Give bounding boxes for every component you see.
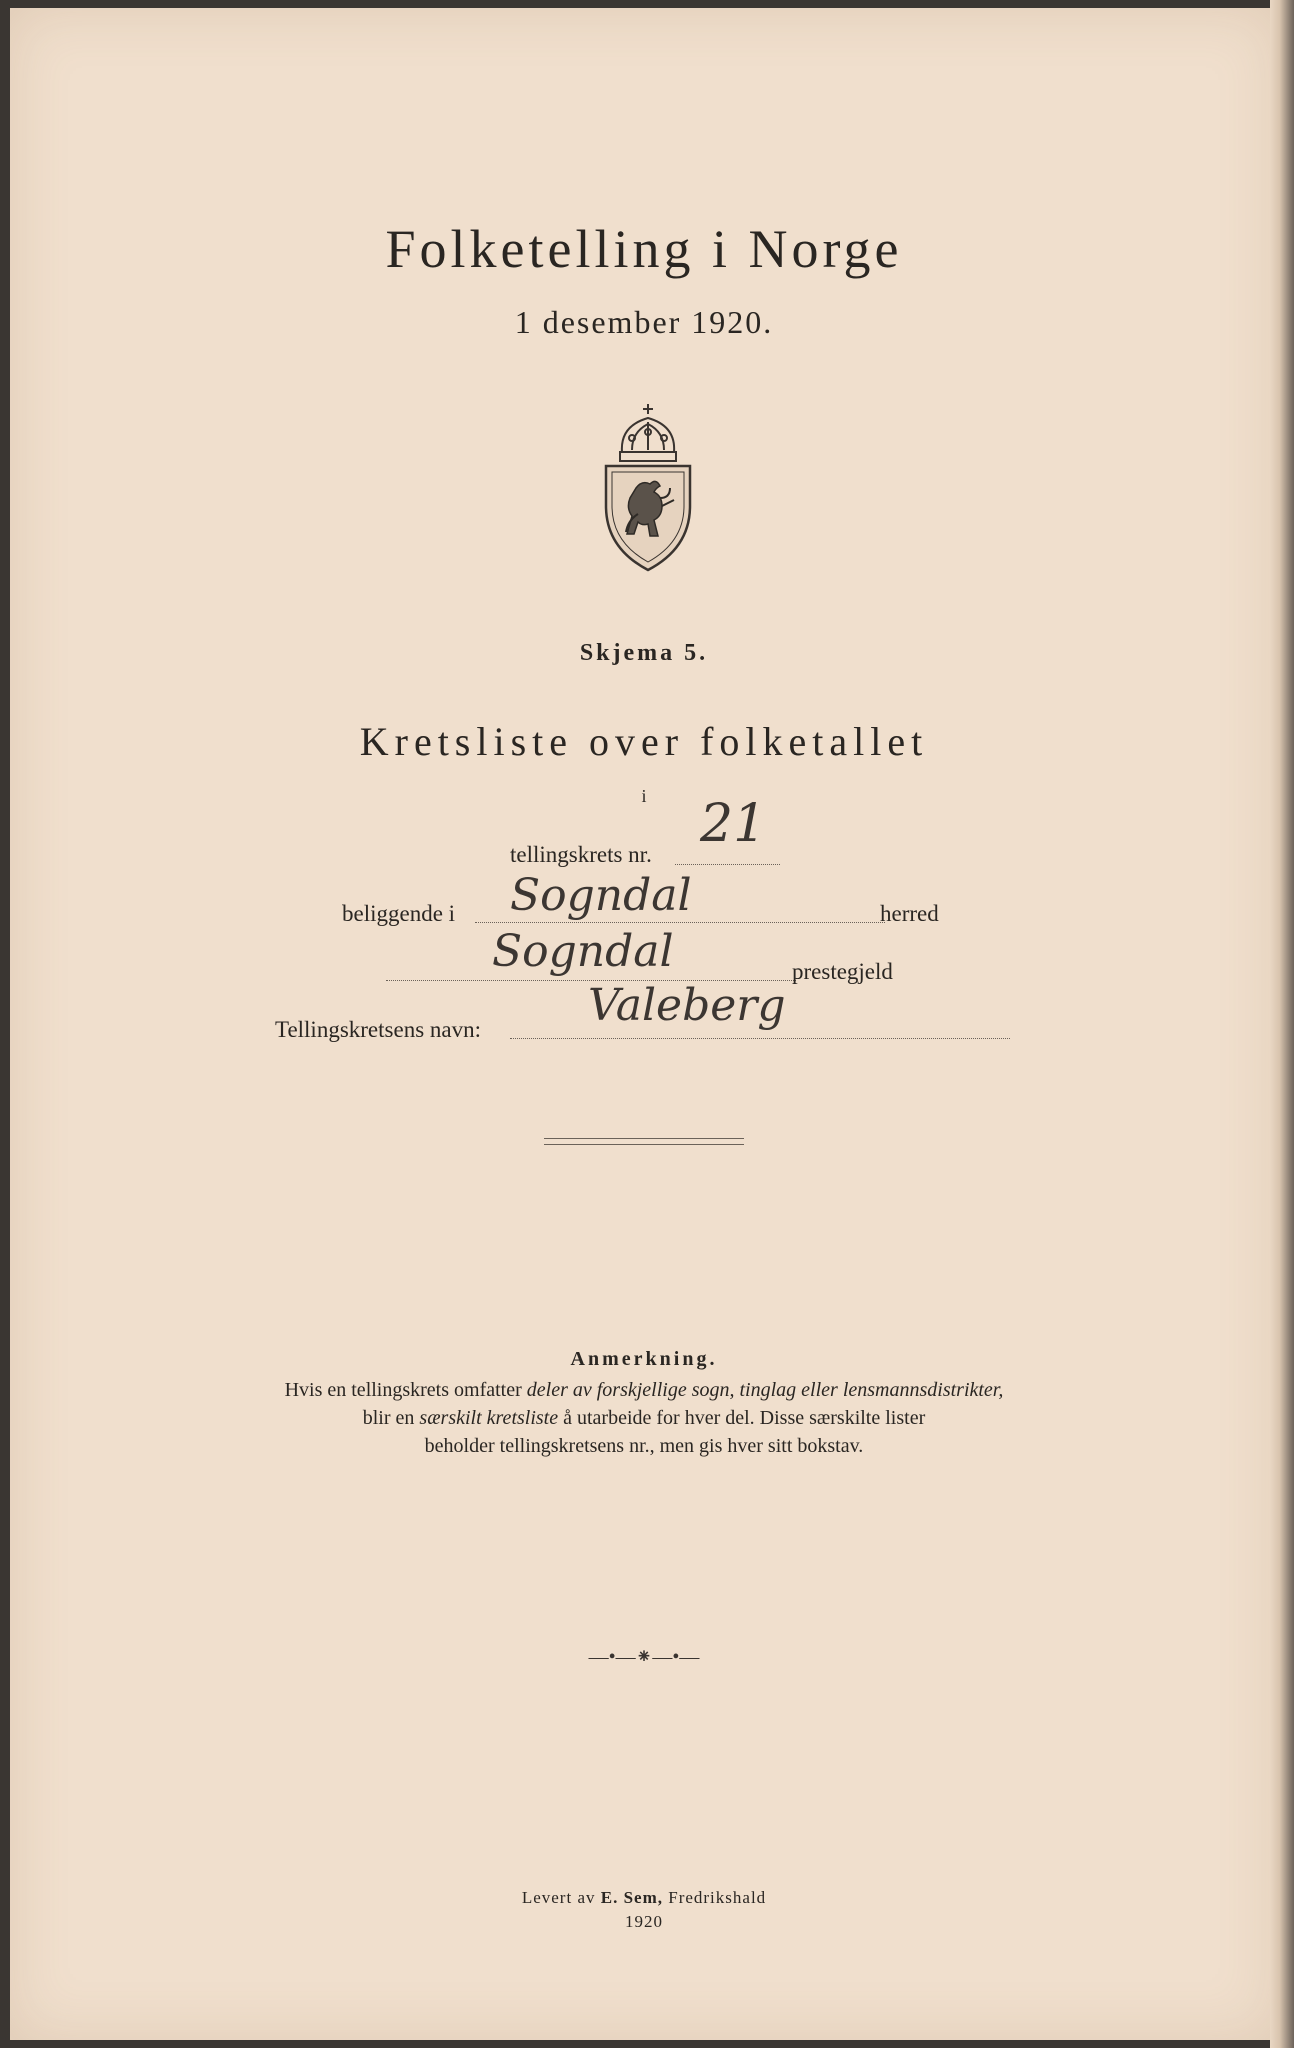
connector-word: i [641,786,647,806]
printer-line [10,1886,1278,1910]
print-year: 1920 [625,1912,663,1931]
tellingskrets-label: tellingskrets nr. [510,842,652,867]
note-line-3-text: beholder tellingskretsens nr., men gis hver sitt bokstav. [424,1435,864,1457]
note-line-1 [10,1376,1278,1404]
herred-label: herred [880,901,939,926]
form-heading: Kretsliste over folketallet [359,719,929,764]
note-line-1-emphasis: deler av forskjellige sogn, tinglag eller lensmannsdistrikter, [526,1379,1004,1401]
printer-name: E. Sem, [600,1888,663,1907]
census-form-page [10,8,1278,2040]
page-edge [1270,0,1294,2048]
note-line-2-text-b: å utarbeide for hver del. Disse særskilte lister [558,1407,926,1429]
divider-top [544,1138,744,1139]
printer-footer [10,1886,1278,1934]
tellingskrets-line [675,864,780,865]
schema-number: Skjema 5. [579,640,709,666]
coat-of-arms-icon [602,402,694,572]
divider-bottom [544,1144,744,1145]
prestegjeld-label: prestegjeld [792,959,893,984]
beliggende-value: Sogndal [510,870,692,921]
ornament-divider: —•—⁕—•— [588,1646,700,1668]
note-text [10,1376,1278,1460]
kretsnavn-line [510,1038,1010,1039]
beliggende-line [475,922,885,923]
note-line-2 [10,1404,1278,1432]
note-line-2-text-a: blir en [362,1407,420,1429]
printer-prefix: Levert av [521,1888,601,1907]
note-line-1-text: Hvis en tellingskrets omfatter [284,1379,527,1401]
kretsnavn-label: Tellingskretsens navn: [275,1017,481,1042]
beliggende-label: beliggende i [342,901,456,926]
note-title: Anmerkning. [570,1348,718,1370]
document-title: Folketelling i Norge [385,219,903,279]
kretsnavn-value: Valeberg [588,980,786,1031]
tellingskrets-value: 21 [700,794,767,854]
printer-city: Fredrikshald [662,1888,767,1907]
prestegjeld-value: Sogndal [492,926,674,977]
note-line-2-emphasis: særskilt kretsliste [419,1407,559,1429]
note-line-3 [10,1432,1278,1460]
census-date: 1 desember 1920. [514,304,774,340]
